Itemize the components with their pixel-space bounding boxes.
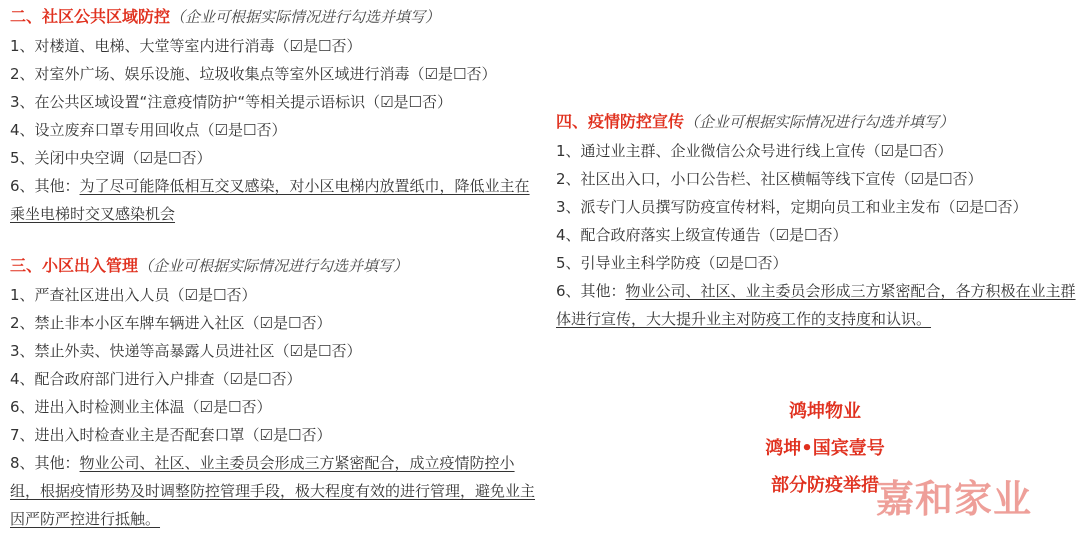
section3-item-7: 7、进出入时检查业主是否配套口罩（☑是☐否） bbox=[10, 426, 332, 444]
section3-note: （企业可根据实际情况进行勾选并填写） bbox=[138, 257, 409, 275]
section3-other-text: 物业公司、社区、业主委员会形成三方紧密配合，成立疫情防控小组，根据疫情形势及时调整防控管理手段，极大程度有效的进行管理，避免业主因严防严控进行抵触。 bbox=[10, 454, 536, 528]
section4-other bbox=[556, 277, 1076, 333]
section4-item-4: 4、配合政府落实上级宣传通告（☑是☐否） bbox=[556, 226, 848, 244]
section4-other-text: 物业公司、社区、业主委员会形成三方紧密配合，各方积极在业主群体进行宣传，大大提升业主对防疫工作的支持度和认识。 bbox=[556, 282, 1076, 328]
left-column bbox=[10, 6, 535, 533]
section2-other-prefix: 6、其他： bbox=[10, 177, 80, 195]
watermark: 嘉和家业 bbox=[876, 477, 1033, 521]
section2-item-5: 5、关闭中央空调（☑是☐否） bbox=[10, 149, 212, 167]
section4-item-2: 2、社区出入口，小口公告栏、社区横幅等线下宣传（☑是☐否） bbox=[556, 170, 983, 188]
section2-item-4: 4、设立废弃口罩专用回收点（☑是☐否） bbox=[10, 121, 287, 139]
section2-item-2: 2、对室外广场、娱乐设施、垃圾收集点等室外区域进行消毒（☑是☐否） bbox=[10, 65, 497, 83]
right-column bbox=[556, 111, 1076, 333]
section3-heading bbox=[10, 255, 535, 277]
section3-other-prefix: 8、其他： bbox=[10, 454, 80, 472]
section2-item-1: 1、对楼道、电梯、大堂等室内进行消毒（☑是☐否） bbox=[10, 37, 362, 55]
section4-item-1: 1、通过业主群、企业微信公众号进行线上宣传（☑是☐否） bbox=[556, 142, 953, 160]
section4-note: （企业可根据实际情况进行勾选并填写） bbox=[684, 113, 955, 131]
section4-other-prefix: 6、其他： bbox=[556, 282, 626, 300]
section2-item-3: 3、在公共区域设置“注意疫情防护“等相关提示语标识（☑是☐否） bbox=[10, 93, 452, 111]
signature-company: 鸿坤物业 bbox=[789, 401, 861, 422]
section4-item-3: 3、派专门人员撰写防疫宣传材料，定期向员工和业主发布（☑是☐否） bbox=[556, 198, 1028, 216]
section2-other-text: 为了尽可能降低相互交叉感染，对小区电梯内放置纸巾，降低业主在乘坐电梯时交叉感染机会 bbox=[10, 177, 530, 223]
section2-other bbox=[10, 172, 535, 228]
section4-title: 四、疫情防控宣传 bbox=[556, 112, 685, 131]
section3-item-1: 1、严查社区进出入人员（☑是☐否） bbox=[10, 286, 257, 304]
signature-project: 鸿坤•国宾壹号 bbox=[765, 438, 885, 459]
section3-other bbox=[10, 449, 535, 533]
section3-item-3: 3、禁止外卖、快递等高暴露人员进社区（☑是☐否） bbox=[10, 342, 362, 360]
signature-caption: 部分防疫举措 bbox=[771, 475, 879, 496]
section4-heading bbox=[556, 111, 1076, 133]
section-gap bbox=[10, 228, 535, 255]
section3-item-2: 2、禁止非本小区车牌车辆进入社区（☑是☐否） bbox=[10, 314, 332, 332]
section2-title: 二、社区公共区域防控 bbox=[10, 7, 171, 26]
section3-item-6: 6、进出入时检测业主体温（☑是☐否） bbox=[10, 398, 272, 416]
section2-heading bbox=[10, 6, 535, 28]
section3-title: 三、小区出入管理 bbox=[10, 256, 139, 275]
section2-note: （企业可根据实际情况进行勾选并填写） bbox=[170, 8, 441, 26]
section4-item-5: 5、引导业主科学防疫（☑是☐否） bbox=[556, 254, 788, 272]
section3-item-4: 4、配合政府部门进行入户排查（☑是☐否） bbox=[10, 370, 302, 388]
